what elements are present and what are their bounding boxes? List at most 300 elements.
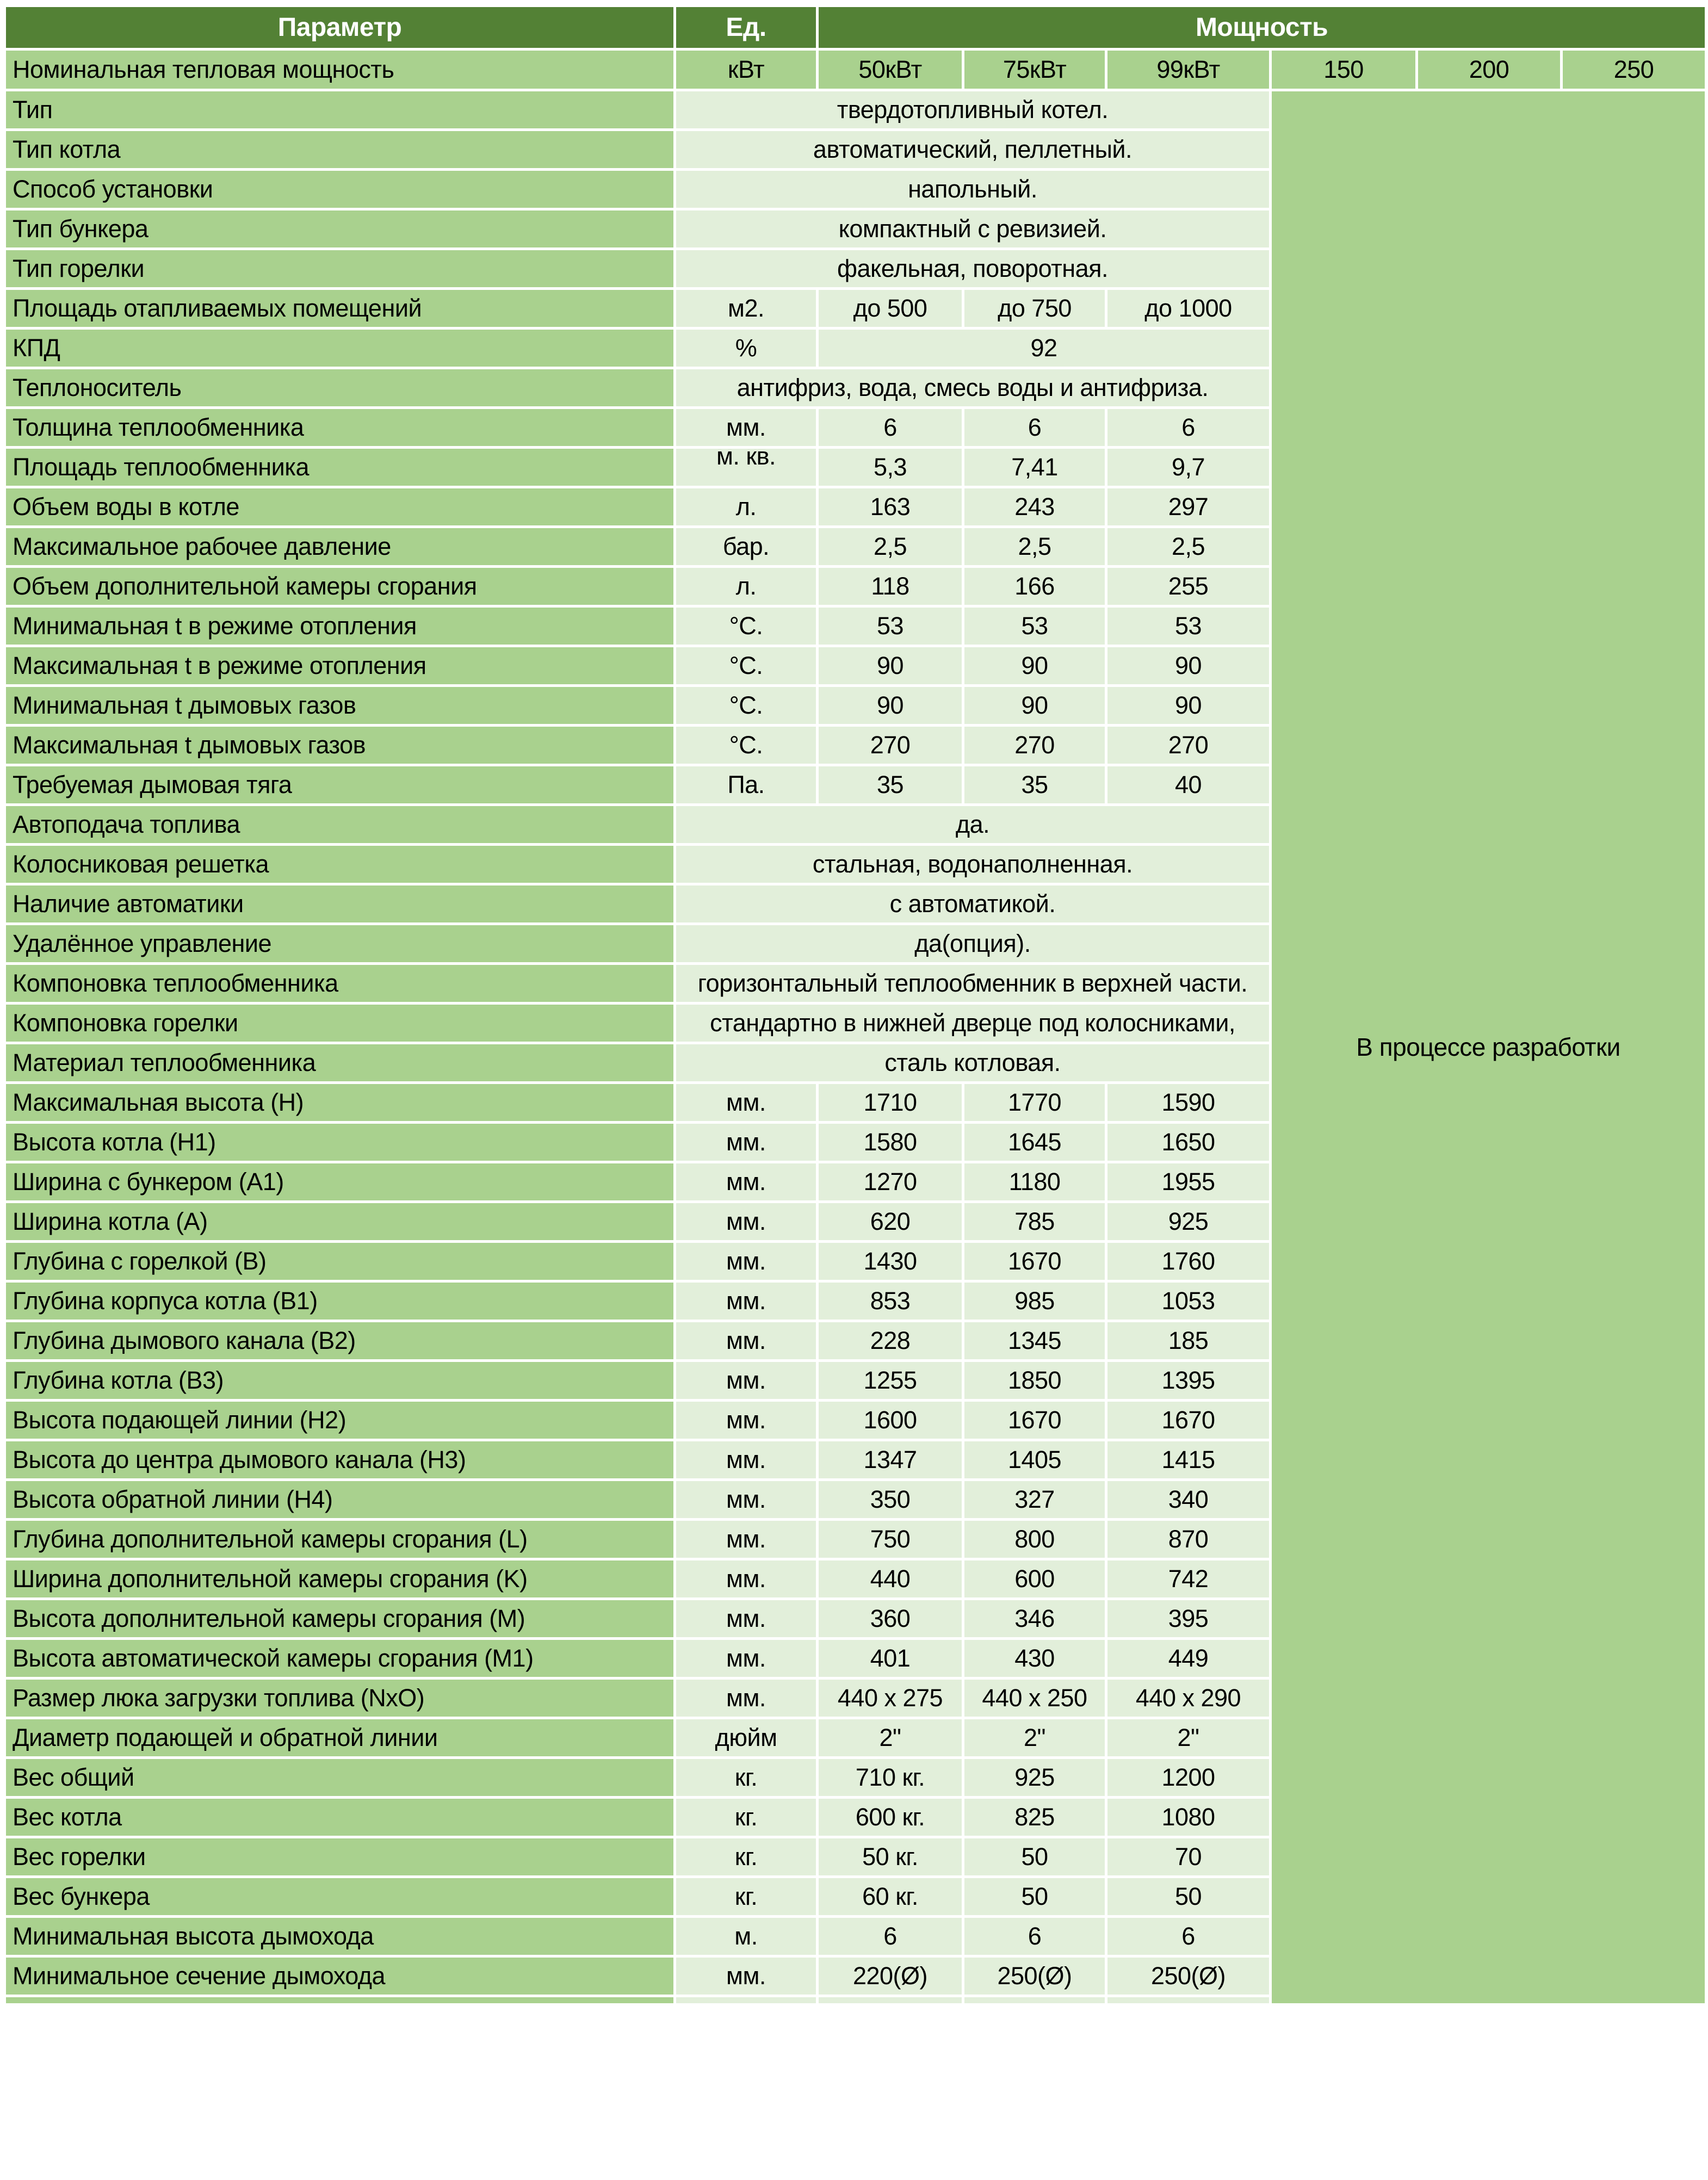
row-label	[5, 1004, 675, 1043]
row-unit	[675, 765, 818, 805]
row-value	[1106, 448, 1271, 487]
row-label-text: КПД	[13, 333, 60, 362]
row-value	[1106, 726, 1271, 765]
row-unit	[675, 726, 818, 765]
row-value-merged	[818, 329, 1271, 368]
header-power: Мощность	[818, 6, 1706, 49]
row-value	[1106, 408, 1271, 448]
row-value	[963, 289, 1106, 329]
row-value	[963, 1639, 1106, 1679]
row-value-text: 70	[1174, 1842, 1202, 1871]
row-value-merged-text: да(опция).	[914, 929, 1031, 957]
row-unit	[675, 1202, 818, 1242]
row-value	[818, 1321, 963, 1361]
table-row	[5, 90, 1706, 130]
row-value-text: 440 x 275	[837, 1683, 943, 1712]
row-unit	[675, 1679, 818, 1718]
row-label-text: Вес общий	[13, 1763, 134, 1791]
row-label	[5, 1321, 675, 1361]
row-value-text: 50	[1021, 1842, 1048, 1871]
row-value-merged-text: стальная, водонаполненная.	[812, 850, 1133, 878]
row-value-text: 9,7	[1171, 453, 1205, 481]
row-value-text: 742	[1168, 1564, 1209, 1593]
row-label-text: Наличие автоматики	[13, 889, 244, 918]
row-value-text: 53	[876, 611, 904, 640]
row-unit	[675, 1559, 818, 1599]
row-unit-text: мм.	[726, 1525, 766, 1553]
row-value-merged	[675, 368, 1271, 408]
row-label-text: Высота до центра дымового канала (H3)	[13, 1445, 466, 1473]
row-value	[818, 289, 963, 329]
row-value-text: 90	[1174, 651, 1202, 679]
row-value-merged	[675, 170, 1271, 209]
row-value	[963, 1758, 1106, 1798]
power-col-50: 50кВт	[818, 49, 963, 90]
row-value	[963, 1440, 1106, 1480]
power-col-75: 75кВт	[963, 49, 1106, 90]
header-parameter: Параметр	[5, 6, 675, 49]
row-unit	[675, 1162, 818, 1202]
row-value	[1106, 1639, 1271, 1679]
row-value	[1106, 1401, 1271, 1440]
row-value-text: 870	[1168, 1525, 1209, 1553]
row-value	[818, 448, 963, 487]
row-unit-text: кг.	[734, 1803, 758, 1831]
row-label-text: Объем воды в котле	[13, 492, 239, 521]
row-value	[818, 646, 963, 686]
row-value-merged-text: да.	[955, 810, 990, 838]
row-value-text: 185	[1168, 1326, 1209, 1354]
row-value	[1106, 527, 1271, 567]
row-value	[1106, 686, 1271, 726]
row-value-text: 750	[870, 1525, 911, 1553]
row-value-text: 1270	[863, 1167, 917, 1196]
row-value	[818, 1480, 963, 1520]
row-label	[5, 1043, 675, 1083]
row-value-text: 350	[870, 1485, 911, 1513]
row-unit-text: мм.	[726, 1207, 766, 1235]
row-value-merged	[675, 130, 1271, 170]
row-unit	[675, 527, 818, 567]
row-label-text: Глубина котла (B3)	[13, 1366, 224, 1394]
row-value	[1106, 1877, 1271, 1917]
row-value-text: 90	[876, 691, 904, 719]
row-value	[818, 1679, 963, 1718]
row-value-text: 1710	[863, 1088, 917, 1116]
row-label	[5, 1837, 675, 1877]
row-value	[1106, 765, 1271, 805]
row-value-merged-text: стандартно в нижней дверце под колосниками,	[710, 1008, 1235, 1037]
row-value	[963, 1917, 1106, 1956]
row-value	[818, 1837, 963, 1877]
row-value-text: 800	[1014, 1525, 1055, 1553]
row-label	[5, 1758, 675, 1798]
row-unit-text: мм.	[726, 1485, 766, 1513]
row-value-text: 7,41	[1011, 453, 1058, 481]
row-value	[963, 726, 1106, 765]
row-label	[5, 1242, 675, 1281]
row-value-text: 360	[870, 1604, 911, 1632]
row-label-text: Максимальная высота (H)	[13, 1088, 304, 1116]
row-label	[5, 765, 675, 805]
row-value-merged-text: автоматический, пеллетный.	[813, 135, 1133, 163]
row-label	[5, 1718, 675, 1758]
row-value	[818, 1123, 963, 1162]
row-value-text: 327	[1014, 1485, 1055, 1513]
row-unit-text: кг.	[734, 1763, 758, 1791]
row-unit-text: мм.	[726, 1247, 766, 1275]
row-label	[5, 249, 675, 289]
row-unit-text: мм.	[726, 1167, 766, 1196]
row-value	[818, 1956, 963, 1996]
row-unit-text: мм.	[726, 1564, 766, 1593]
row-value-merged-text: с автоматикой.	[889, 889, 1056, 918]
row-label-text: Компоновка горелки	[13, 1008, 238, 1037]
row-value	[818, 1401, 963, 1440]
row-value	[963, 646, 1106, 686]
row-value-text: 1415	[1161, 1445, 1215, 1473]
row-value-text: 50	[1021, 1882, 1048, 1910]
row-value	[818, 1639, 963, 1679]
row-value-merged	[675, 209, 1271, 249]
row-label-text: Тип горелки	[13, 254, 145, 282]
row-value-text: 5,3	[873, 453, 907, 481]
row-value-text: 166	[1014, 572, 1055, 600]
power-col-99: 99кВт	[1106, 49, 1271, 90]
row-value-text: 1670	[1007, 1247, 1062, 1275]
row-value	[963, 567, 1106, 606]
row-value	[963, 1559, 1106, 1599]
row-value-merged	[675, 805, 1271, 845]
row-value-text: 35	[1021, 770, 1048, 798]
row-unit-text: кг.	[734, 1882, 758, 1910]
row-value	[818, 1599, 963, 1639]
row-value-text: 449	[1168, 1644, 1209, 1672]
row-label-text: Вес горелки	[13, 1842, 146, 1871]
row-label	[5, 884, 675, 924]
row-unit-text: кг.	[734, 1842, 758, 1871]
cut-off-cell	[675, 1996, 818, 2005]
row-label	[5, 845, 675, 884]
power-col-200: 200	[1417, 49, 1562, 90]
row-unit	[675, 1877, 818, 1917]
row-unit	[675, 567, 818, 606]
row-label-text: Способ установки	[13, 175, 213, 203]
power-col-150: 150	[1271, 49, 1417, 90]
row-label-text: Диаметр подающей и обратной линии	[13, 1723, 438, 1751]
row-unit-text: бар.	[722, 532, 770, 560]
row-unit	[675, 1956, 818, 1996]
row-value	[1106, 1202, 1271, 1242]
row-unit	[675, 1440, 818, 1480]
row-value-merged-text: факельная, поворотная.	[837, 254, 1108, 282]
row-value	[963, 1281, 1106, 1321]
row-value-text: 1600	[863, 1405, 917, 1434]
row-value	[818, 487, 963, 527]
row-value-text: 2,5	[1171, 532, 1205, 560]
row-unit	[675, 1758, 818, 1798]
row-label-text: Глубина дымового канала (B2)	[13, 1326, 356, 1354]
row-label-text: Высота подающей линии (H2)	[13, 1405, 346, 1434]
cut-off-cell	[5, 1996, 675, 2005]
row-value-text: 53	[1021, 611, 1048, 640]
row-value-text: 600	[1014, 1564, 1055, 1593]
row-value	[818, 1202, 963, 1242]
row-label	[5, 1440, 675, 1480]
row-value-merged	[675, 1043, 1271, 1083]
row-value-text: 53	[1174, 611, 1202, 640]
row-unit-text: мм.	[726, 413, 766, 441]
row-unit-text: °С.	[729, 730, 763, 759]
power-row-unit: кВт	[675, 49, 818, 90]
row-value	[1106, 1917, 1271, 1956]
row-unit-text: мм.	[726, 1604, 766, 1632]
row-value	[818, 1559, 963, 1599]
row-label	[5, 1559, 675, 1599]
row-value	[1106, 1083, 1271, 1123]
row-label	[5, 90, 675, 130]
row-value	[963, 1202, 1106, 1242]
row-value-text: 2,5	[1018, 532, 1051, 560]
row-value-text: 60 кг.	[862, 1882, 918, 1910]
row-unit-text: Па.	[727, 770, 765, 798]
row-unit	[675, 1242, 818, 1281]
row-label-text: Тип котла	[13, 135, 121, 163]
in-development-cell-text: В процессе разработки	[1356, 1032, 1620, 1061]
row-label	[5, 1083, 675, 1123]
row-unit	[675, 329, 818, 368]
row-value	[818, 1083, 963, 1123]
row-unit	[675, 1321, 818, 1361]
row-label-text: Максимальная t в режиме отопления	[13, 651, 426, 679]
row-value-text: 430	[1014, 1644, 1055, 1672]
row-value-text: 270	[1168, 730, 1209, 759]
row-value-text: 6	[883, 413, 897, 441]
row-value-text: 1670	[1161, 1405, 1215, 1434]
row-label	[5, 1361, 675, 1401]
row-value	[963, 448, 1106, 487]
row-value	[963, 1798, 1106, 1837]
row-unit-text: мм.	[726, 1445, 766, 1473]
row-value	[818, 1917, 963, 1956]
boiler-spec-table	[3, 4, 1707, 2006]
row-value-text: до 750	[998, 294, 1072, 322]
row-label	[5, 726, 675, 765]
row-label	[5, 329, 675, 368]
row-value-text: 925	[1014, 1763, 1055, 1791]
row-label-text: Высота котла (H1)	[13, 1128, 216, 1156]
row-value-text: 1955	[1161, 1167, 1215, 1196]
row-value-merged-text: компактный с ревизией.	[838, 214, 1107, 243]
row-value	[963, 1877, 1106, 1917]
row-value-text: 6	[883, 1922, 897, 1950]
row-value-text: 2"	[1023, 1723, 1045, 1751]
row-value-text: 163	[870, 492, 911, 521]
row-value-text: 1650	[1161, 1128, 1215, 1156]
row-value-text: 1345	[1007, 1326, 1062, 1354]
row-value-text: 985	[1014, 1286, 1055, 1315]
row-value	[1106, 1837, 1271, 1877]
row-value-text: 1645	[1007, 1128, 1062, 1156]
row-value-text: 6	[1028, 1922, 1042, 1950]
row-label	[5, 1679, 675, 1718]
row-label-text: Высота дополнительной камеры сгорания (M)	[13, 1604, 525, 1632]
row-label-text: Минимальное сечение дымохода	[13, 1961, 386, 1990]
row-label-text: Вес котла	[13, 1803, 122, 1831]
row-value	[963, 527, 1106, 567]
row-value-text: 270	[1014, 730, 1055, 759]
row-value	[963, 1123, 1106, 1162]
row-unit-text: мм.	[726, 1644, 766, 1672]
row-value-text: 1760	[1161, 1247, 1215, 1275]
row-value	[818, 408, 963, 448]
row-value-text: до 500	[853, 294, 927, 322]
row-label-text: Ширина дополнительной камеры сгорания (K)	[13, 1564, 528, 1593]
row-label	[5, 1639, 675, 1679]
row-label-text: Максимальное рабочее давление	[13, 532, 391, 560]
row-value	[818, 527, 963, 567]
row-label	[5, 209, 675, 249]
row-unit-text: дюйм	[715, 1723, 777, 1751]
header-row	[5, 6, 1706, 49]
row-value-text: 1405	[1007, 1445, 1062, 1473]
row-value	[1106, 1321, 1271, 1361]
row-label-text: Глубина корпуса котла (B1)	[13, 1286, 318, 1315]
row-label	[5, 1123, 675, 1162]
row-value-merged-text: сталь котловая.	[884, 1048, 1061, 1076]
row-value	[1106, 289, 1271, 329]
row-value-text: 600 кг.	[855, 1803, 925, 1831]
row-value	[1106, 1559, 1271, 1599]
row-value	[818, 1718, 963, 1758]
row-value	[963, 1162, 1106, 1202]
row-label-text: Ширина котла (A)	[13, 1207, 208, 1235]
row-unit-text: м. кв.	[716, 442, 776, 470]
row-value	[1106, 1798, 1271, 1837]
cut-off-cell	[963, 1996, 1106, 2005]
row-value-merged-text: твердотопливный котел.	[837, 95, 1109, 123]
row-label	[5, 1917, 675, 1956]
row-value-text: 1850	[1007, 1366, 1062, 1394]
row-value	[818, 1798, 963, 1837]
row-value-text: 785	[1014, 1207, 1055, 1235]
header-unit: Ед.	[675, 6, 818, 49]
row-value-text: 297	[1168, 492, 1209, 521]
row-value-text: 1180	[1008, 1167, 1061, 1196]
row-value-text: 1580	[863, 1128, 917, 1156]
row-value	[963, 1242, 1106, 1281]
row-value-text: 90	[1174, 691, 1202, 719]
row-value-text: 1590	[1161, 1088, 1215, 1116]
row-value-text: 118	[871, 572, 909, 600]
row-label-text: Минимальная t в режиме отопления	[13, 611, 417, 640]
row-value	[1106, 646, 1271, 686]
row-unit	[675, 1718, 818, 1758]
row-value-merged	[675, 90, 1271, 130]
row-value	[1106, 1123, 1271, 1162]
row-unit	[675, 1639, 818, 1679]
cut-off-cell	[818, 1996, 963, 2005]
row-value-text: до 1000	[1144, 294, 1232, 322]
row-value-text: 50 кг.	[862, 1842, 918, 1871]
row-label	[5, 606, 675, 646]
row-value	[1106, 1162, 1271, 1202]
row-label-text: Глубина дополнительной камеры сгорания (L)	[13, 1525, 528, 1553]
row-value	[963, 1401, 1106, 1440]
row-label	[5, 487, 675, 527]
row-label	[5, 567, 675, 606]
row-value-text: 250(Ø)	[1150, 1961, 1226, 1990]
row-unit	[675, 1281, 818, 1321]
row-value-text: 2,5	[873, 532, 907, 560]
row-unit-text: мм.	[726, 1405, 766, 1434]
row-unit-text: мм.	[726, 1128, 766, 1156]
row-value-text: 1255	[863, 1366, 917, 1394]
row-unit-text: мм.	[726, 1286, 766, 1315]
row-value-text: 440 x 290	[1135, 1683, 1241, 1712]
row-value-text: 346	[1014, 1604, 1055, 1632]
row-value	[963, 487, 1106, 527]
row-label	[5, 408, 675, 448]
row-label-text: Высота обратной линии (H4)	[13, 1485, 333, 1513]
row-label-text: Вес бункера	[13, 1882, 150, 1910]
power-col-250: 250	[1562, 49, 1706, 90]
row-value-text: 6	[1028, 413, 1042, 441]
row-value-text: 1395	[1161, 1366, 1215, 1394]
row-value-text: 440 x 250	[982, 1683, 1087, 1712]
row-unit-text: л.	[735, 572, 757, 600]
row-unit	[675, 1401, 818, 1440]
row-label-text: Тип бункера	[13, 214, 148, 243]
row-label-text: Объем дополнительной камеры сгорания	[13, 572, 477, 600]
row-unit-text: мм.	[726, 1961, 766, 1990]
row-value-text: 6	[1181, 413, 1195, 441]
row-value-text: 255	[1168, 572, 1209, 600]
row-value-text: 90	[876, 651, 904, 679]
row-value-text: 90	[1021, 691, 1048, 719]
row-label-text: Минимальная t дымовых газов	[13, 691, 356, 719]
row-label-text: Теплоноситель	[13, 373, 182, 401]
row-value-merged	[675, 845, 1271, 884]
row-value	[818, 686, 963, 726]
row-value-text: 440	[870, 1564, 911, 1593]
row-unit-text: м2.	[728, 294, 764, 322]
row-value-text: 6	[1181, 1922, 1195, 1950]
row-label	[5, 1956, 675, 1996]
row-value-merged-text: антифриз, вода, смесь воды и антифриза.	[737, 373, 1209, 401]
row-label-text: Толщина теплообменника	[13, 413, 304, 441]
row-unit	[675, 1520, 818, 1559]
row-label	[5, 646, 675, 686]
row-value	[963, 1718, 1106, 1758]
row-label	[5, 527, 675, 567]
row-value	[963, 686, 1106, 726]
row-unit-text: °С.	[729, 611, 763, 640]
row-value	[818, 765, 963, 805]
row-value-text: 395	[1168, 1604, 1209, 1632]
row-label	[5, 964, 675, 1004]
row-label-text: Ширина с бункером (A1)	[13, 1167, 284, 1196]
row-label	[5, 1877, 675, 1917]
row-unit-text: %	[735, 333, 757, 362]
row-value-text: 340	[1168, 1485, 1209, 1513]
row-unit	[675, 442, 818, 487]
row-value-text: 40	[1174, 770, 1202, 798]
row-label	[5, 1401, 675, 1440]
row-value	[1106, 606, 1271, 646]
row-label-text: Площадь теплообменника	[13, 453, 309, 481]
row-unit	[675, 1837, 818, 1877]
